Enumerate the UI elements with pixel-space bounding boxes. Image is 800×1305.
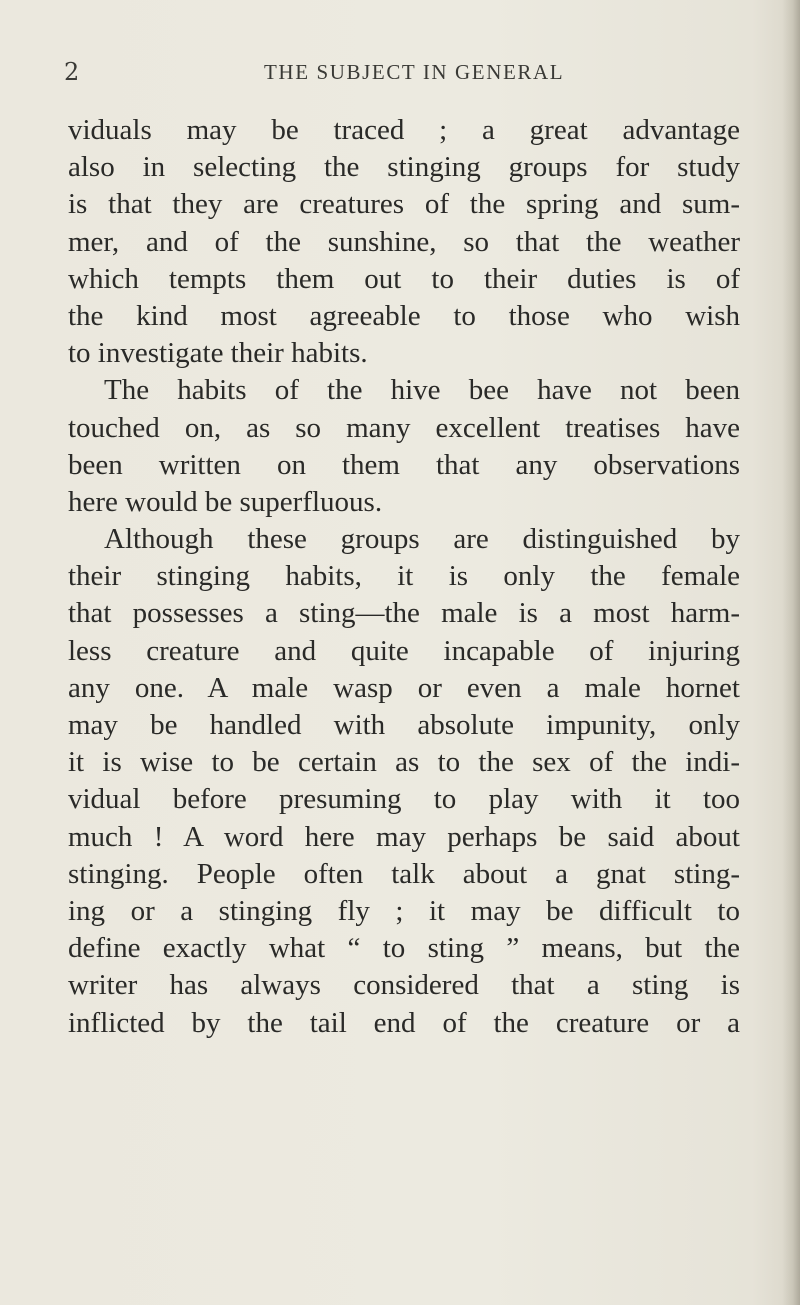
text-line: which tempts them out to their duties is of xyxy=(68,262,740,295)
text-line: stinging. People often talk about a gnat sting- xyxy=(68,857,740,890)
page-edge-shadow xyxy=(782,0,800,1305)
running-head xyxy=(64,58,744,88)
text-line: less creature and quite incapable of injuring xyxy=(68,634,740,667)
text-line: any one. A male wasp or even a male hornet xyxy=(68,671,740,704)
text-line: mer, and of the sunshine, so that the weather xyxy=(68,225,740,258)
text-line: their stinging habits, it is only the female xyxy=(68,560,740,593)
body-text xyxy=(68,112,740,1042)
text-line: The habits of the hive bee have not been xyxy=(104,374,740,407)
text-line: touched on, as so many excellent treatises have xyxy=(68,411,740,444)
page-number: 2 xyxy=(64,58,81,86)
text-line: also in selecting the stinging groups for study xyxy=(68,151,740,184)
text-line: been written on them that any observations xyxy=(68,448,740,481)
text-line: much ! A word here may perhaps be said about xyxy=(68,820,740,853)
text-line: Although these groups are distinguished by xyxy=(104,523,740,556)
text-line: is that they are creatures of the spring and sum- xyxy=(68,188,740,221)
text-line: define exactly what “ to sting ” means, but the xyxy=(68,932,740,965)
text-line: the kind most agreeable to those who wish xyxy=(68,299,740,332)
text-line: to investigate their habits. xyxy=(68,337,368,370)
text-line: ing or a stinging fly ; it may be difficult to xyxy=(68,894,740,927)
text-line: viduals may be traced ; a great advantage xyxy=(68,114,740,146)
text-line: it is wise to be certain as to the sex of the indi- xyxy=(68,746,740,779)
text-line: vidual before presuming to play with it too xyxy=(68,783,740,816)
text-line: here would be superfluous. xyxy=(68,485,383,518)
text-line: may be handled with absolute impunity, only xyxy=(68,709,740,741)
running-head-title: THE SUBJECT IN GENERAL xyxy=(264,60,565,84)
text-line: writer has always considered that a sting is xyxy=(68,969,740,1002)
text-line: that possesses a sting—the male is a most harm- xyxy=(68,597,740,630)
text-line: inflicted by the tail end of the creature or a xyxy=(68,1006,740,1039)
